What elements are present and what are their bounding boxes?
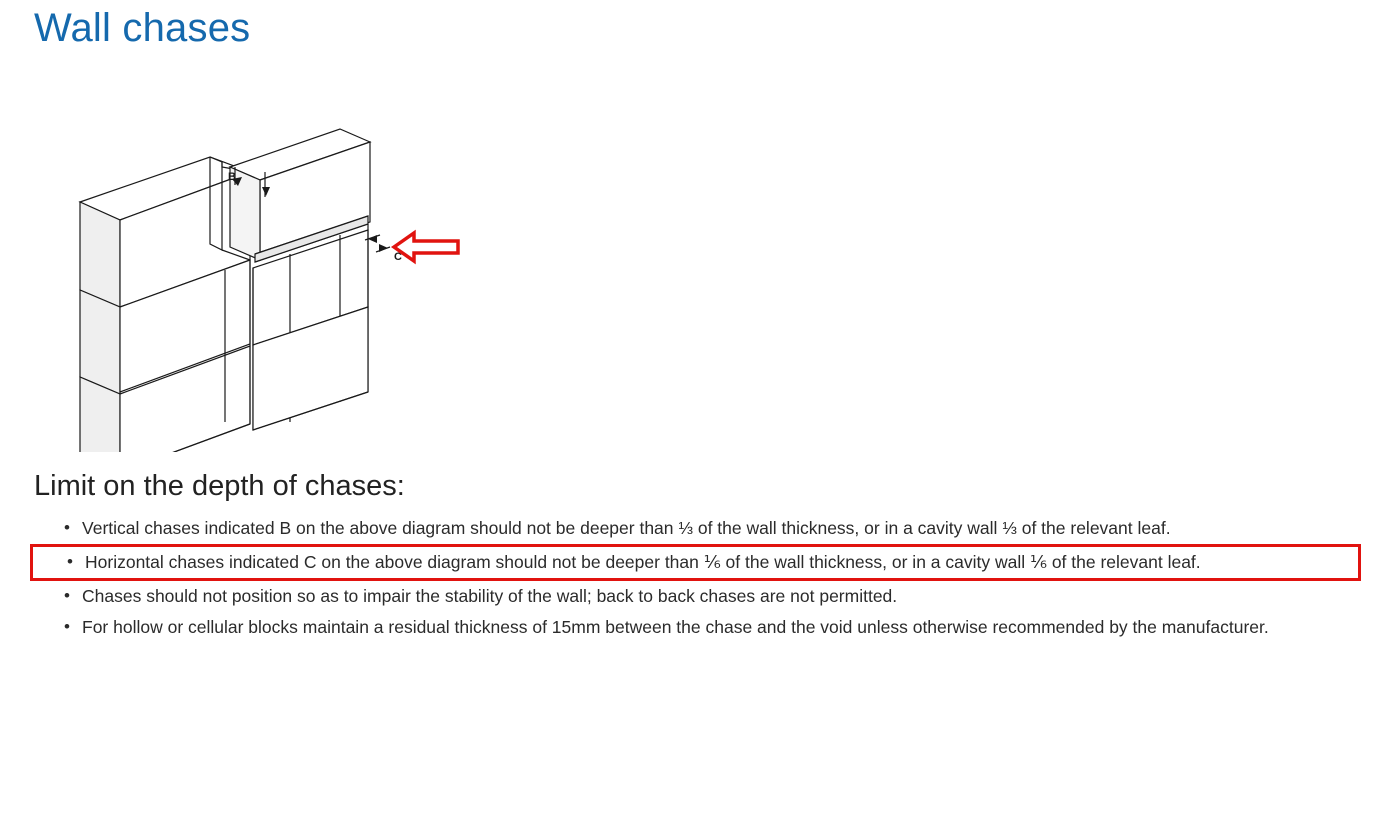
page-title: Wall chases (34, 6, 251, 50)
chase-depth-limit-list (30, 513, 1361, 644)
figure-label-c: C (394, 251, 402, 263)
figure-label-b: B (228, 171, 236, 183)
document-page (0, 6, 1391, 813)
list-item-highlighted: • Horizontal chases indicated C on the above diagram should not be deeper than ⅙ of the wall thickness, or in a cavity wall ⅙ of the relevant leaf. (30, 544, 1361, 581)
red-arrow-annotation-icon (390, 227, 462, 267)
list-item: • Vertical chases indicated B on the above diagram should not be deeper than ⅓ of the wall thickness, or in a cavity wall ⅓ of the relevant leaf. (30, 513, 1361, 544)
wall-chase-figure (50, 72, 510, 452)
list-item: • Chases should not position so as to impair the stability of the wall; back to back chases are not permitted. (30, 581, 1361, 612)
section-heading: Limit on the depth of chases: (34, 470, 405, 502)
list-item: • For hollow or cellular blocks maintain a residual thickness of 15mm between the chase and the void unless otherwise recommended by the manufacturer. (30, 612, 1361, 643)
